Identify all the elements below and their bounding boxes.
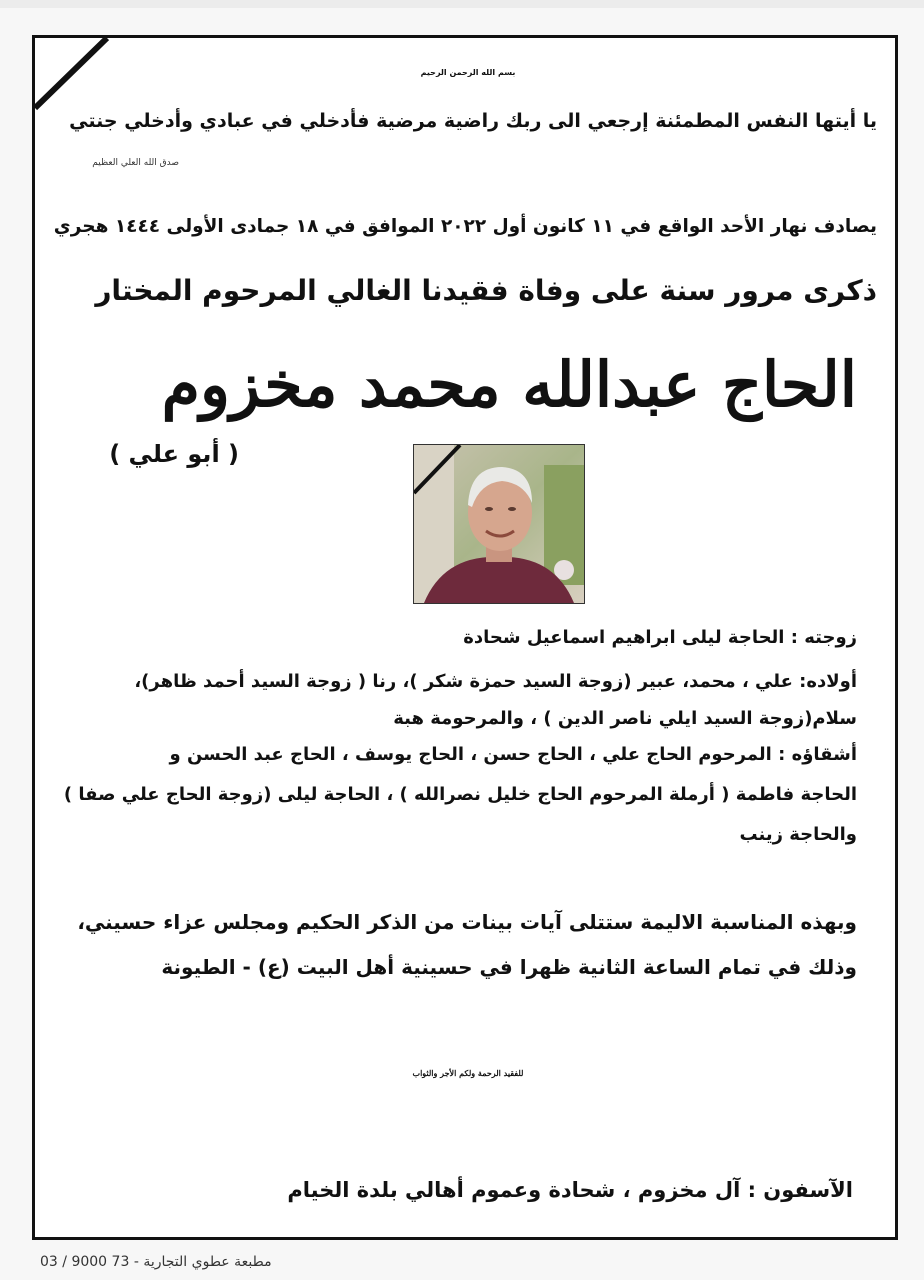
quran-verse: يا أيتها النفس المطمئنة إرجعي الى ربك راضية مرضية فأدخلي في عبادي وأدخلي جنتي (69, 110, 877, 132)
wife-line: زوجته : الحاجة ليلى ابراهيم اسماعيل شحادة (463, 627, 857, 648)
siblings-line-3: والحاجة زينب (739, 824, 857, 845)
bismillah: بسم الله الرحمن الرحيم (420, 68, 516, 77)
siblings-line-2: الحاجة فاطمة ( أرملة المرحوم الحاج خليل نصرالله ) ، الحاجة ليلى (زوجة الحاج علي صفا ) (63, 784, 857, 805)
deceased-photo (413, 444, 585, 604)
mourning-ribbon-icon (35, 38, 115, 118)
deceased-kunya: ( أبو علي ) (109, 440, 239, 468)
verse-source: صدق الله العلي العظيم (92, 158, 179, 168)
obituary-sheet (32, 35, 898, 1240)
occasion-line-2: وذلك في تمام الساعة الثانية ظهرا في حسينية أهل البيت (ع) - الطيونة (161, 955, 857, 979)
memorial-line: ذكرى مرور سنة على وفاة فقيدنا الغالي المرحوم المختار (95, 274, 877, 307)
printer-footer: مطبعة عطوي التجارية - 73 9000 / 03 (40, 1254, 272, 1270)
closing-prayer: للفقيد الرحمة ولكم الأجر والثواب (412, 1068, 524, 1078)
children-line-2: سلام(زوجة السيد ايلي ناصر الدين ) ، والمرحومة هبة (393, 708, 857, 729)
occasion-line-1: وبهذه المناسبة الاليمة ستتلى آيات بينات من الذكر الحكيم ومجلس عزاء حسيني، (77, 910, 857, 934)
siblings-line-1: أشقاؤه : المرحوم الحاج علي ، الحاج حسن ، الحاج يوسف ، الحاج عبد الحسن و (169, 744, 857, 765)
date-line: يصادف نهار الأحد الواقع في ١١ كانون أول ٢٠٢٢ الموافق في ١٨ جمادى الأولى ١٤٤٤ هجري (53, 216, 877, 237)
top-margin-band (0, 0, 924, 8)
children-line-1: أولاده: علي ، محمد، عبير (زوجة السيد حمزة شكر )، رنا ( زوجة السيد أحمد ظاهر)، (134, 671, 857, 692)
portrait-image (414, 445, 584, 603)
deceased-name: الحاج عبدالله محمد مخزوم (161, 348, 857, 421)
mourners-line: الآسفون : آل مخزوم ، شحادة وعموم أهالي بلدة الخيام (287, 1178, 853, 1202)
